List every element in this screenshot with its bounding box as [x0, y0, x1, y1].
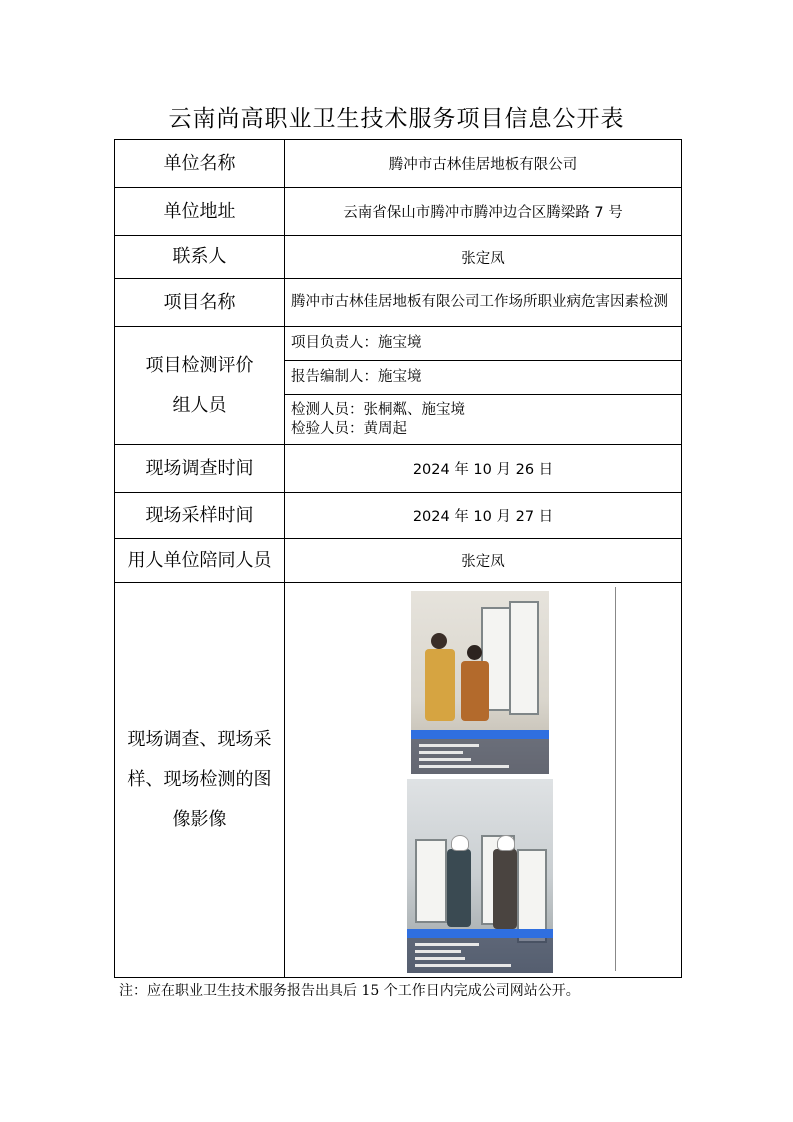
team-inspectors-value: 检测人员：张桐粼、施宝境 [291, 401, 465, 418]
watermark-line [415, 950, 461, 953]
team-label-line1: 项目检测评价 [145, 354, 254, 376]
footnote: 注：应在职业卫生技术服务报告出具后 15 个工作日内完成公司网站公开。 [119, 983, 580, 999]
team-editor-value: 报告编制人：施宝境 [285, 361, 682, 395]
photo-watermark [411, 730, 549, 774]
cabinet-shape [509, 601, 539, 715]
watermark-header [407, 929, 553, 938]
team-label [115, 327, 285, 445]
helmet-shape [451, 835, 469, 851]
team-testers-value: 检验人员：黄周起 [291, 420, 407, 437]
page-title: 云南尚高职业卫生技术服务项目信息公开表 [168, 106, 625, 132]
team-leader-value: 项目负责人：施宝境 [285, 327, 682, 361]
row-sampling-time [115, 493, 682, 539]
site-sampling-photo [407, 779, 553, 973]
escort-value: 张定凤 [285, 539, 682, 583]
watermark-line [415, 957, 465, 960]
images-cell [285, 583, 682, 978]
info-table [114, 139, 682, 978]
images-label-line3: 像影像 [172, 809, 227, 830]
helmet-shape [497, 835, 515, 851]
survey-time-value: 2024 年 10 月 26 日 [285, 445, 682, 493]
sampling-time-value: 2024 年 10 月 27 日 [285, 493, 682, 539]
watermark-line [419, 758, 471, 761]
photo-watermark [407, 929, 553, 973]
machine-shape [415, 839, 447, 923]
row-team-leader [115, 327, 682, 361]
team-label-line2: 组人员 [172, 394, 227, 416]
watermark-line [419, 751, 463, 754]
images-label [115, 583, 285, 978]
row-unit-address [115, 188, 682, 236]
project-name-label: 项目名称 [115, 279, 285, 327]
person-head-shape [467, 645, 482, 660]
contact-label: 联系人 [115, 236, 285, 279]
sampling-time-label: 现场采样时间 [115, 493, 285, 539]
escort-label: 用人单位陪同人员 [115, 539, 285, 583]
worker-shape [493, 849, 517, 929]
images-label-line1: 现场调查、现场采 [127, 729, 272, 750]
unit-name-value: 腾冲市古林佳居地板有限公司 [285, 140, 682, 188]
row-escort [115, 539, 682, 583]
team-inspectors-cell [285, 395, 682, 445]
row-images [115, 583, 682, 978]
row-project-name [115, 279, 682, 327]
unit-name-label: 单位名称 [115, 140, 285, 188]
person-shape [425, 649, 455, 721]
survey-time-label: 现场调查时间 [115, 445, 285, 493]
watermark-line [415, 943, 479, 946]
watermark-line [419, 765, 509, 768]
row-contact [115, 236, 682, 279]
images-label-line2: 样、现场检测的图 [127, 769, 272, 790]
project-name-value: 腾冲市古林佳居地板有限公司工作场所职业病危害因素检测 [285, 279, 682, 327]
watermark-line [415, 964, 511, 967]
watermark-header [411, 730, 549, 739]
row-survey-time [115, 445, 682, 493]
person-head-shape [431, 633, 447, 649]
contact-value: 张定凤 [285, 236, 682, 279]
cell-divider [615, 587, 616, 971]
unit-address-label: 单位地址 [115, 188, 285, 236]
unit-address-value: 云南省保山市腾冲市腾冲边合区腾梁路 7 号 [285, 188, 682, 236]
row-unit-name [115, 140, 682, 188]
worker-shape [447, 849, 471, 927]
watermark-line [419, 744, 479, 747]
person-shape [461, 661, 489, 721]
site-survey-photo [411, 591, 549, 774]
